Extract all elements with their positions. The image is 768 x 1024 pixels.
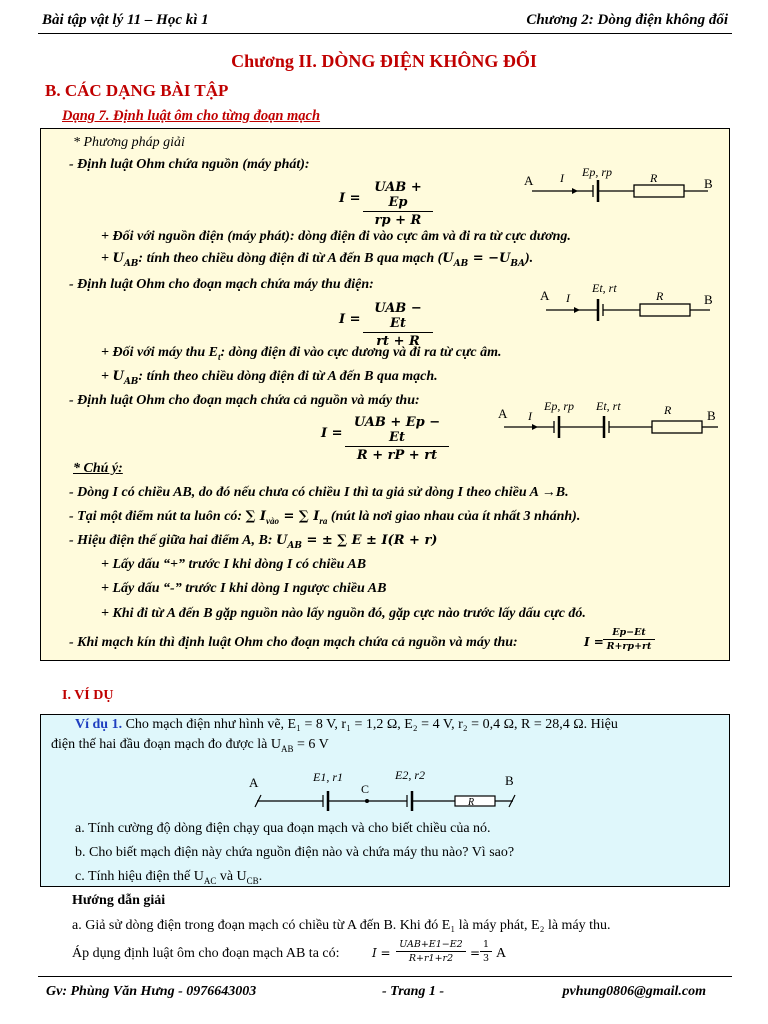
section-heading: B. CÁC DẠNG BÀI TẬP bbox=[45, 81, 229, 100]
resistor-label: R bbox=[664, 403, 672, 417]
example-heading: I. VÍ DỤ bbox=[62, 688, 114, 703]
node-c-label: C bbox=[361, 782, 370, 796]
receiver-label: Et, rt bbox=[592, 281, 617, 295]
law1-note-a: + Đối với nguồn điện (máy phát): dòng điện đi vào cực âm và đi ra từ cực dương. bbox=[101, 229, 571, 244]
note-1: - Dòng I có chiều AB, do đó nếu chưa có chiều I thì ta giả sử dòng I theo chiều A →B. bbox=[69, 485, 569, 500]
formula4-lhs: I = bbox=[584, 635, 604, 649]
example-label: Ví dụ 1. bbox=[75, 717, 123, 732]
current-label: I bbox=[528, 409, 532, 423]
resistor-label: R bbox=[656, 289, 664, 303]
law2-note-a: + Đối với máy thu $E_t$: dòng điện đi vào cực dương và đi ra từ cực âm. bbox=[101, 345, 502, 362]
source-label: Ep, rp bbox=[582, 165, 612, 179]
note-5: + Lấy dấu “-” trước I khi dòng I ngược chiều AB bbox=[101, 581, 387, 596]
formula2-lhs: I = bbox=[339, 312, 361, 327]
formula3-lhs: I = bbox=[321, 426, 343, 441]
circuit-diagram-3 bbox=[496, 396, 726, 444]
formula2 bbox=[363, 301, 433, 349]
solution-line-2: Áp dụng định luật ôm cho đoạn mạch AB ta có: bbox=[72, 946, 340, 961]
formula4-numerator: Ep−Et bbox=[603, 627, 655, 640]
solution-heading: Hướng dẫn giải bbox=[72, 893, 166, 908]
resistor bbox=[640, 304, 690, 316]
solution-formula-numerator: UAB+E1−E2 bbox=[396, 939, 466, 952]
header-left: Bài tập vật lý 11 – Học kì 1 bbox=[42, 12, 209, 28]
example-line-1: Ví dụ 1. Cho mạch điện như hình vẽ, E₁ = 8 V, r₁ = 1,2 Ω, E₂ = 4 V, r₂ = 0,4 Ω, R = 28,4 Ω. Hiệu bbox=[75, 717, 618, 732]
formula1-numerator: UAB + Ep bbox=[363, 180, 433, 212]
footer-page: - Trang 1 - bbox=[382, 984, 445, 999]
law2-text: - Định luật Ohm cho đoạn mạch chứa máy thu điện: bbox=[69, 277, 374, 292]
formula4 bbox=[603, 627, 655, 652]
receiver-label: Et, rt bbox=[596, 399, 621, 413]
page-title: Chương II. DÒNG ĐIỆN KHÔNG ĐỔI bbox=[231, 51, 537, 71]
source2-label: E2, r2 bbox=[395, 768, 425, 782]
note-4: + Lấy dấu “+” trước I khi dòng I có chiều AB bbox=[101, 557, 367, 572]
theory-box bbox=[40, 128, 730, 661]
example-line-2: điện thế hai đầu đoạn mạch đo được là $U_{AB} = 6$ V bbox=[51, 737, 329, 754]
question-c: c. Tính hiệu điện thế $U_{AC}$ và $U_{CB}$. bbox=[75, 869, 263, 886]
method-label: * Phương pháp giải bbox=[73, 135, 185, 150]
formula2-numerator: UAB − Et bbox=[363, 301, 433, 333]
solution-line-1: a. Giả sử dòng điện trong đoạn mạch có chiều từ A đến B. Khi đó E₁ là máy phát, E₂ là máy thu. bbox=[72, 918, 611, 933]
circuit-diagram-2 bbox=[536, 278, 726, 328]
current-label: I bbox=[566, 291, 570, 305]
note-2: - Tại một điểm nút ta luôn có: ∑ $I_{vào}$ = ∑ $I_{ra}$ (nút là nơi giao nhau của ít nhất 3 nhánh). bbox=[69, 509, 581, 526]
formula3 bbox=[345, 415, 449, 463]
law2-note-b: + $U_{AB}$: tính theo chiều dòng điện đi từ A đến B qua mạch. bbox=[101, 369, 438, 387]
solution-equals: = bbox=[470, 946, 481, 960]
solution-formula bbox=[396, 939, 466, 964]
note-label: * Chú ý: bbox=[73, 461, 123, 476]
solution-formula-lhs: I = bbox=[372, 946, 391, 960]
circuit-diagram-1 bbox=[520, 160, 720, 205]
current-label: I bbox=[560, 171, 564, 185]
note-6: + Khi đi từ A đến B gặp nguồn nào lấy nguồn đó, gặp cực nào trước lấy dấu cực đó. bbox=[101, 606, 586, 621]
solution-formula-denominator: R+r1+r2 bbox=[408, 953, 454, 964]
node-b-label: B bbox=[704, 292, 713, 307]
question-a: a. Tính cường độ dòng điện chạy qua đoạn mạch và cho biết chiều của nó. bbox=[75, 821, 491, 836]
header-divider bbox=[38, 33, 732, 34]
node-a-label: A bbox=[524, 173, 534, 188]
law1-text: - Định luật Ohm chứa nguồn (máy phát): bbox=[69, 157, 310, 172]
formula2-denominator: rt + R bbox=[376, 334, 420, 349]
solution-unit: A bbox=[496, 946, 507, 961]
subsection-heading: Dạng 7. Định luật ôm cho từng đoạn mạch bbox=[62, 108, 321, 124]
resistor bbox=[455, 796, 495, 806]
resistor bbox=[634, 185, 684, 197]
formula1 bbox=[363, 180, 433, 228]
footer-divider bbox=[38, 976, 732, 977]
resistor-label: R bbox=[650, 171, 658, 185]
resistor-label: R bbox=[468, 797, 475, 808]
node-b-label: B bbox=[707, 408, 716, 423]
formula1-lhs: I = bbox=[339, 191, 361, 206]
example-box bbox=[40, 714, 730, 887]
node-c-dot bbox=[365, 799, 369, 803]
formula3-numerator: UAB + Ep − Et bbox=[345, 415, 449, 447]
law3-text: - Định luật Ohm cho đoạn mạch chứa cả nguồn và máy thu: bbox=[69, 393, 420, 408]
node-b-label: B bbox=[704, 176, 713, 191]
node-b-label: B bbox=[505, 773, 514, 788]
footer-email: pvhung0806@gmail.com bbox=[562, 984, 706, 999]
node-a-label: A bbox=[498, 406, 508, 421]
formula1-denominator: rp + R bbox=[374, 213, 422, 228]
question-b: b. Cho biết mạch điện này chứa nguồn điện nào và chứa máy thu nào? Vì sao? bbox=[75, 845, 515, 860]
resistor bbox=[652, 421, 702, 433]
note-3: - Hiệu điện thế giữa hai điểm A, B: $U_{AB}$ = ± ∑ E ± I(R + r) bbox=[69, 533, 438, 551]
source-label: Ep, rp bbox=[544, 399, 574, 413]
formula4-denominator: R+rp+rt bbox=[606, 641, 652, 652]
node-a-label: A bbox=[540, 288, 550, 303]
node-a-label: A bbox=[249, 775, 259, 790]
solution-result: $\frac{1}{3}$ bbox=[480, 939, 492, 964]
header-right: Chương 2: Dòng điện không đổi bbox=[526, 12, 728, 28]
source1-label: E1, r1 bbox=[313, 770, 343, 784]
footer-left: Gv: Phùng Văn Hưng - 0976643003 bbox=[46, 984, 257, 999]
circuit-diagram-4 bbox=[241, 763, 531, 819]
law1-note-b: + $U_{AB}$: tính theo chiều dòng điện đi từ A đến B qua mạch $(U_{AB} = -U_{BA})$. bbox=[101, 251, 534, 269]
note-7: - Khi mạch kín thì định luật Ohm cho đoạn mạch chứa cả nguồn và máy thu: bbox=[69, 635, 518, 650]
formula3-denominator: R + rP + rt bbox=[356, 448, 438, 463]
